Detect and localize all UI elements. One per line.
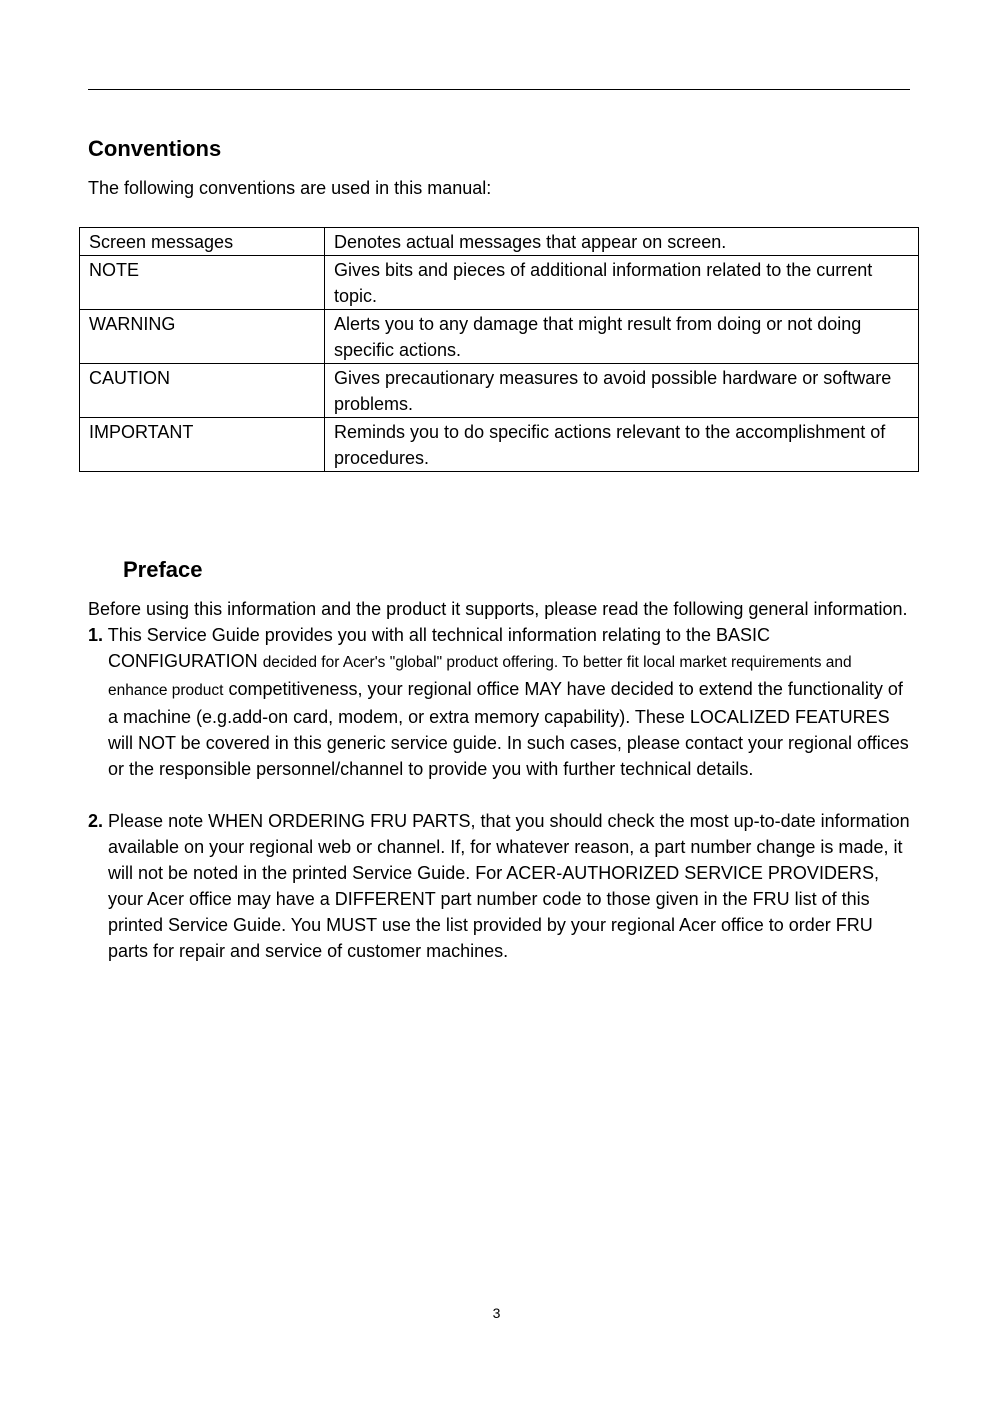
table-row	[80, 228, 919, 256]
convention-description: Alerts you to any damage that might result from doing or not doing specific actions.	[325, 310, 919, 364]
convention-description: Denotes actual messages that appear on screen.	[325, 228, 919, 256]
convention-description: Gives bits and pieces of additional information related to the current topic.	[325, 256, 919, 310]
conventions-heading: Conventions	[88, 136, 222, 161]
preface-body	[88, 596, 910, 964]
table-row	[80, 256, 919, 310]
preface-item-1	[88, 622, 910, 782]
preface-heading: Preface	[123, 557, 203, 582]
conventions-table	[79, 227, 919, 472]
item-number: 1.	[88, 625, 104, 645]
convention-description: Reminds you to do specific actions relevant to the accomplishment of procedures.	[325, 418, 919, 472]
convention-term: WARNING	[80, 310, 325, 364]
conventions-intro: The following conventions are used in this manual:	[88, 178, 492, 198]
item-number: 2.	[88, 811, 104, 831]
preface-item-2	[88, 808, 910, 964]
item-text-small: decided for Acer's "global" product offering. To better fit local market requirements and enhance product	[108, 654, 852, 699]
paragraph-gap	[88, 782, 910, 808]
table-row	[80, 310, 919, 364]
convention-term: NOTE	[80, 256, 325, 310]
convention-description: Gives precautionary measures to avoid possible hardware or software problems.	[325, 364, 919, 418]
preface-intro: Before using this information and the product it supports, please read the following general information.	[88, 599, 908, 619]
convention-term: Screen messages	[80, 228, 325, 256]
item-text: This Service Guide provides you with all technical information relating to the BASIC CONFIGURATION	[107, 625, 771, 671]
table-row	[80, 364, 919, 418]
item-text: Please note WHEN ORDERING FRU PARTS, that you should check the most up-to-date information available on your regional web or channel. If, for whatever reason, a part number change is made, it will not be noted in the printed Service Guide. For ACER-AUTHORIZED SERVICE PROVIDERS, your Acer office may have a DIFFERENT part number code to those given in the FRU list of this printed Service Guide. You MUST use the list provided by your regional Acer office to order FRU parts for repair and service of customer machines.	[108, 811, 910, 961]
convention-term: CAUTION	[80, 364, 325, 418]
header-rule	[88, 89, 910, 90]
table-row	[80, 418, 919, 472]
item-text: competitiveness, your regional office MAY have decided to extend the functionality of a machine (e.g.add-on card, modem, or extra memory capability). These LOCALIZED FEATURES will NOT be covered in this generic service guide. In such cases, please contact your regional offices or the responsible personnel/channel to provide you with further technical details.	[108, 679, 909, 779]
convention-term: IMPORTANT	[80, 418, 325, 472]
page-number: 3	[492, 1305, 501, 1321]
